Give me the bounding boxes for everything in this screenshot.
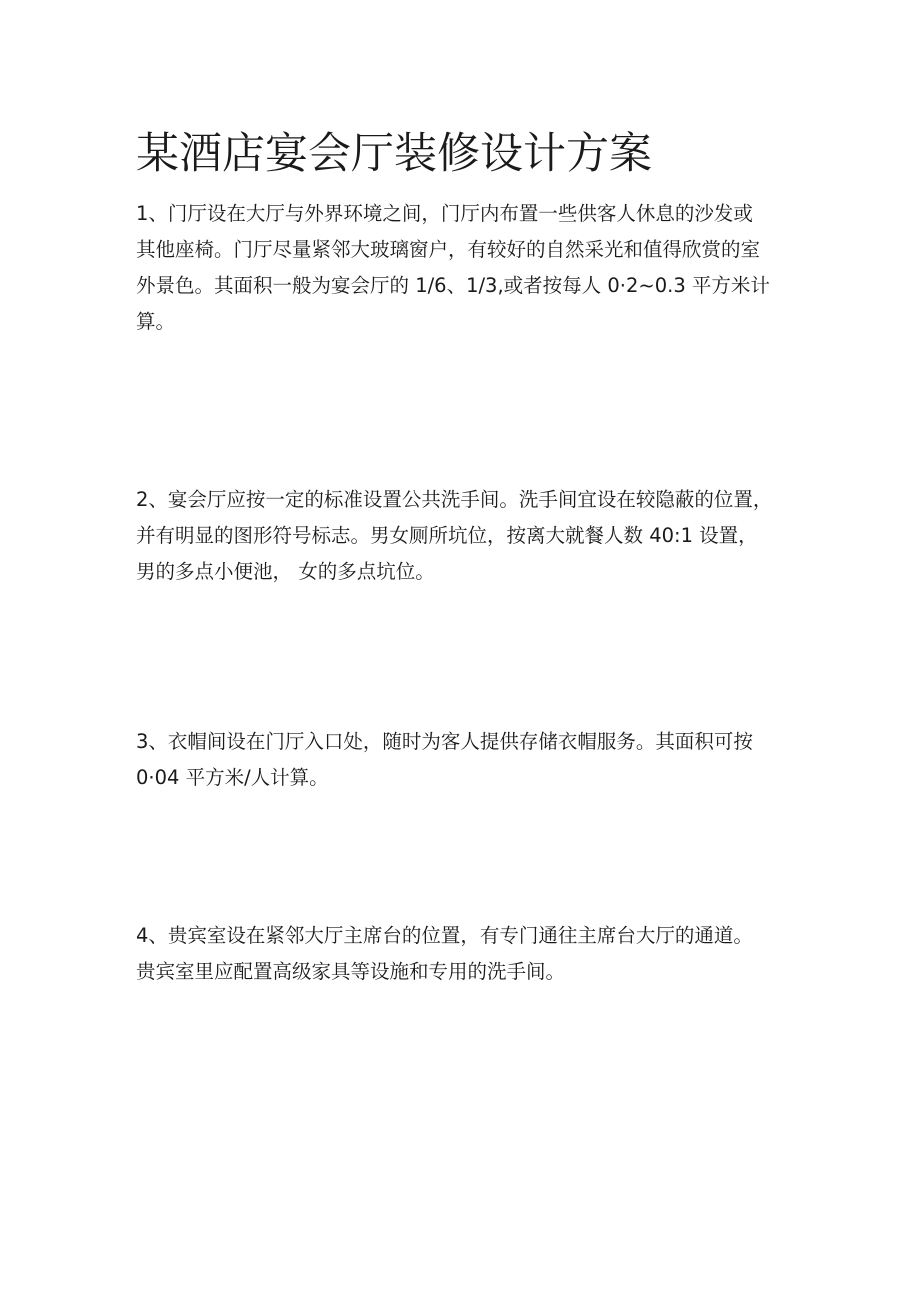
paragraph-line: 贵宾室里应配置高级家具等设施和专用的洗手间。 [136,960,566,983]
document-title: 某酒店宴会厅装修设计方案 [136,129,652,179]
paragraph-restrooms [136,482,812,590]
paragraph-line: 4、贵宾室设在紧邻大厅主席台的位置，有专门通往主席台大厅的通道。 [136,924,753,947]
paragraph-cloakroom [136,724,812,796]
paragraph-line: 算。 [136,310,176,333]
paragraph-vip-room [136,918,812,990]
paragraph-vestibule [136,196,812,340]
paragraph-line: 外景色。其面积一般为宴会厅的 1/6、1/3,或者按每人 0·2~0.3 平方米计 [136,274,770,297]
paragraph-line: 3、衣帽间设在门厅入口处，随时为客人提供存储衣帽服务。其面积可按 [136,730,753,753]
paragraph-line: 男的多点小便池， 女的多点坑位。 [136,560,435,583]
paragraph-line: 0·04 平方米/人计算。 [136,766,329,789]
paragraph-line: 1、门厅设在大厅与外界环境之间，门厅内布置一些供客人休息的沙发或 [136,202,753,225]
paragraph-line: 其他座椅。门厅尽量紧邻大玻璃窗户，有较好的自然采光和值得欣赏的室 [136,238,761,261]
paragraph-line: 2、宴会厅应按一定的标准设置公共洗手间。洗手间宜设在较隐蔽的位置， [136,488,773,511]
paragraph-line: 并有明显的图形符号标志。男女厕所坑位，按离大就餐人数 40:1 设置， [136,524,758,547]
